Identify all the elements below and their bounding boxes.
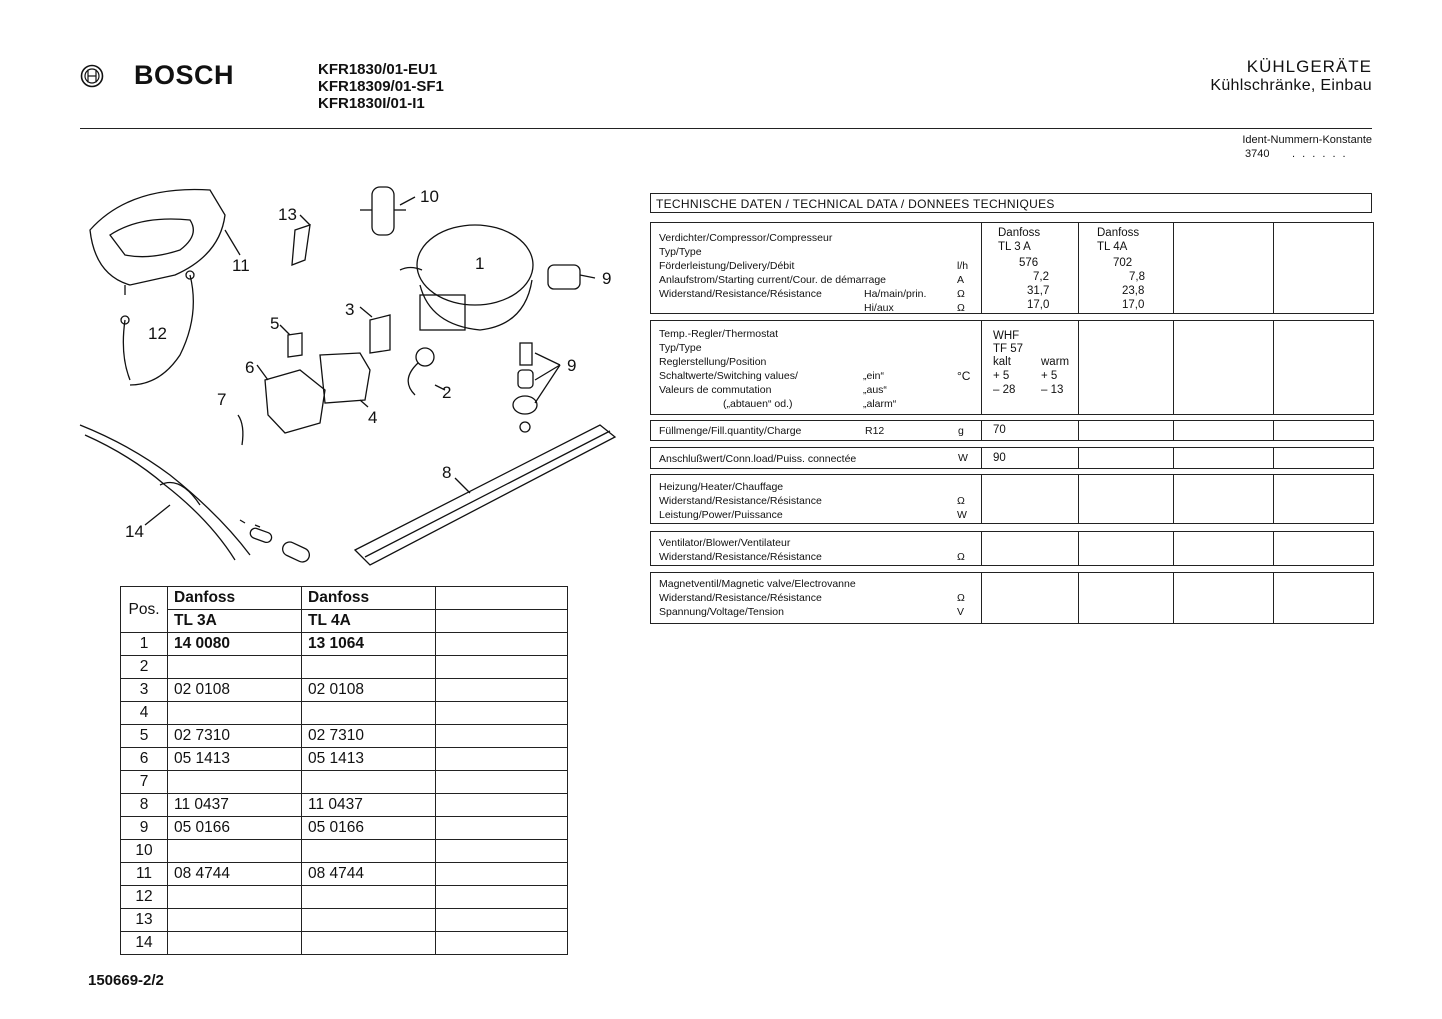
callout-11: 11 (232, 256, 250, 275)
parts-header-row (121, 610, 568, 633)
model-number: KFR1830I/01-I1 (318, 95, 425, 112)
part-number-b (302, 932, 436, 955)
row-empty (436, 702, 568, 725)
row-pos: 3 (121, 679, 168, 702)
callout-3: 3 (345, 300, 355, 319)
model-number: KFR1830/01-EU1 (318, 61, 438, 78)
part-number-b (302, 840, 436, 863)
col-type-b: TL 4A (302, 610, 436, 633)
thermostat-type: TF 57 (993, 343, 1024, 355)
defrost-label: („abtauen“ od.) (723, 398, 793, 410)
row-pos: 9 (121, 817, 168, 840)
row-pos: 6 (121, 748, 168, 771)
starting-current-label: Anlaufstrom/Starting current/Cour. de démarrage (659, 274, 887, 286)
part-number-b: 11 0437 (302, 794, 436, 817)
off-cold: – 28 (993, 384, 1016, 396)
table-row (121, 702, 568, 725)
row-empty (436, 633, 568, 656)
res-aux-b: 17,0 (1122, 299, 1145, 311)
col-brand-a: Danfoss (168, 587, 302, 610)
col-empty (436, 587, 568, 610)
delivery-b: 702 (1113, 257, 1133, 269)
part-number-a: 02 7310 (168, 725, 302, 748)
heater-label: Heizung/Heater/Chauffage (659, 481, 784, 493)
part-number-a: 05 1413 (168, 748, 302, 771)
exploded-parts-diagram (70, 175, 630, 580)
callout-5: 5 (270, 314, 280, 333)
row-empty (436, 679, 568, 702)
unit-ohm: Ω (957, 592, 965, 604)
table-row (121, 932, 568, 955)
row-pos: 10 (121, 840, 168, 863)
position-cold: kalt (993, 356, 1011, 368)
tech-data-title: TECHNISCHE DATEN / TECHNICAL DATA / DONNEES TECHNIQUES (650, 193, 1372, 213)
category-title: KÜHLGERÄTE (1246, 57, 1372, 76)
load-label: Anschlußwert/Conn.load/Puiss. connectée (659, 453, 857, 465)
unit-lh: l/h (957, 260, 969, 272)
part-number-a: 08 4744 (168, 863, 302, 886)
part-number-a (168, 840, 302, 863)
delivery-a: 576 (1019, 257, 1039, 269)
row-pos: 8 (121, 794, 168, 817)
row-pos: 2 (121, 656, 168, 679)
unit-celsius: °C (957, 369, 971, 383)
unit-volts: V (957, 606, 965, 618)
part-number-b: 05 0166 (302, 817, 436, 840)
part-number-a (168, 656, 302, 679)
model-list (318, 61, 444, 112)
unit-ohm: Ω (957, 288, 965, 300)
res-main-b: 23,8 (1122, 285, 1145, 297)
thermostat-type-label: Typ/Type (659, 342, 702, 354)
part-number-a (168, 771, 302, 794)
position-label: Reglerstellung/Position (659, 356, 767, 368)
compressor-label: Verdichter/Compressor/Compresseur (659, 232, 833, 244)
thermostat-block (650, 320, 1374, 415)
compressor-type-a: TL 3 A (998, 241, 1031, 253)
heater-power-label: Leistung/Power/Puissance (659, 509, 783, 521)
delivery-label: Förderleistung/Delivery/Débit (659, 260, 795, 272)
table-row (121, 725, 568, 748)
row-empty (436, 748, 568, 771)
blower-label: Ventilator/Blower/Ventilateur (659, 537, 791, 549)
row-pos: 4 (121, 702, 168, 725)
unit-grams: g (958, 425, 964, 437)
heater-resistance-label: Widerstand/Resistance/Résistance (659, 495, 822, 507)
current-a: 7,2 (1033, 271, 1049, 283)
row-pos: 5 (121, 725, 168, 748)
valve-voltage-label: Spannung/Voltage/Tension (659, 606, 784, 618)
unit-ohm: Ω (957, 302, 965, 314)
load-block (650, 447, 1374, 469)
table-row (121, 748, 568, 771)
model-number: KFR18309/01-SF1 (318, 78, 444, 95)
callout-1: 1 (475, 254, 485, 273)
callout-12: 12 (148, 324, 167, 343)
part-number-b: 05 1413 (302, 748, 436, 771)
row-empty (436, 725, 568, 748)
callout-9: 9 (602, 269, 612, 288)
table-row (121, 656, 568, 679)
part-number-a: 02 0108 (168, 679, 302, 702)
part-number-a: 05 0166 (168, 817, 302, 840)
callout-8: 8 (442, 463, 452, 482)
part-number-a (168, 909, 302, 932)
callout-7: 7 (217, 390, 227, 409)
table-row (121, 840, 568, 863)
category-subtitle: Kühlschränke, Einbau (1210, 77, 1372, 94)
part-number-b (302, 656, 436, 679)
position-warm: warm (1041, 356, 1070, 368)
charge-value: 70 (993, 424, 1006, 436)
pos-header: Pos. (121, 587, 168, 633)
part-number-b: 02 0108 (302, 679, 436, 702)
row-pos: 7 (121, 771, 168, 794)
callout-9-lower: 9 (567, 356, 577, 375)
blower-block (650, 531, 1374, 566)
part-number-a: 14 0080 (168, 633, 302, 656)
unit-watts: W (958, 452, 968, 464)
part-number-b (302, 702, 436, 725)
table-row (121, 679, 568, 702)
col-brand-b: Danfoss (302, 587, 436, 610)
row-empty (436, 794, 568, 817)
part-number-a (168, 886, 302, 909)
charge-label: Füllmenge/Fill.quantity/Charge (659, 425, 802, 437)
col-empty (436, 610, 568, 633)
table-row (121, 794, 568, 817)
part-number-b (302, 909, 436, 932)
valve-resistance-label: Widerstand/Resistance/Résistance (659, 592, 822, 604)
row-empty (436, 656, 568, 679)
blower-resistance-label: Widerstand/Resistance/Résistance (659, 551, 822, 563)
row-empty (436, 932, 568, 955)
thermostat-brand: WHF (993, 330, 1020, 342)
unit-ohm: Ω (957, 495, 965, 507)
ident-dots: . . . . . . (1292, 148, 1348, 160)
bosch-logo-icon (80, 64, 104, 88)
on-cold: + 5 (993, 370, 1010, 382)
col-type-a: TL 3A (168, 610, 302, 633)
row-empty (436, 840, 568, 863)
load-value: 90 (993, 452, 1006, 464)
unit-a: A (957, 274, 965, 286)
off-warm: – 13 (1041, 384, 1064, 396)
compressor-type-b: TL 4A (1097, 241, 1128, 253)
alarm-label: „alarm“ (863, 398, 897, 410)
callout-2: 2 (442, 383, 452, 402)
part-number-a (168, 932, 302, 955)
valve-label: Magnetventil/Magnetic valve/Electrovanne (659, 578, 856, 590)
table-row (121, 817, 568, 840)
valve-block (650, 572, 1374, 624)
parts-header-row (121, 587, 568, 610)
row-empty (436, 863, 568, 886)
part-number-b: 08 4744 (302, 863, 436, 886)
brand-name: BOSCH (134, 60, 235, 90)
part-number-b: 13 1064 (302, 633, 436, 656)
callout-6: 6 (245, 358, 255, 377)
resistance-main-label: Ha/main/prin. (864, 288, 927, 300)
res-aux-a: 17,0 (1027, 299, 1050, 311)
row-pos: 13 (121, 909, 168, 932)
compressor-brand-b: Danfoss (1097, 227, 1140, 239)
row-pos: 1 (121, 633, 168, 656)
row-pos: 12 (121, 886, 168, 909)
compressor-brand-a: Danfoss (998, 227, 1041, 239)
table-row (121, 863, 568, 886)
res-main-a: 31,7 (1027, 285, 1050, 297)
row-empty (436, 886, 568, 909)
row-empty (436, 909, 568, 932)
part-number-a: 11 0437 (168, 794, 302, 817)
header-divider (80, 128, 1372, 129)
table-row (121, 886, 568, 909)
on-label: „ein“ (863, 370, 885, 382)
type-label: Typ/Type (659, 246, 702, 258)
resistance-label: Widerstand/Resistance/Résistance (659, 288, 822, 300)
thermostat-label: Temp.-Regler/Thermostat (659, 328, 779, 340)
resistance-aux-label: Hi/aux (864, 302, 894, 314)
current-b: 7,8 (1129, 271, 1145, 283)
off-label: „aus“ (863, 384, 887, 396)
on-warm: + 5 (1041, 370, 1058, 382)
callout-13: 13 (278, 205, 297, 224)
switching-values-label: Schaltwerte/Switching values/ (659, 370, 798, 382)
ident-value: 3740 (1245, 148, 1270, 160)
callout-14: 14 (125, 522, 144, 541)
part-number-b (302, 886, 436, 909)
part-number-a (168, 702, 302, 725)
row-pos: 11 (121, 863, 168, 886)
part-number-b: 02 7310 (302, 725, 436, 748)
callout-4: 4 (368, 408, 378, 427)
unit-ohm: Ω (957, 551, 965, 563)
compressor-block (650, 222, 1374, 314)
heater-block (650, 474, 1374, 524)
document-code: 150669-2/2 (88, 972, 164, 989)
charge-block (650, 420, 1374, 441)
ident-label: Ident-Nummern-Konstante (1242, 134, 1372, 146)
part-number-b (302, 771, 436, 794)
parts-table (120, 586, 568, 955)
table-row (121, 771, 568, 794)
unit-watts: W (957, 509, 967, 521)
refrigerant-label: R12 (865, 425, 885, 437)
table-row (121, 633, 568, 656)
callout-10: 10 (420, 187, 439, 206)
commutation-label: Valeurs de commutation (659, 384, 772, 396)
table-row (121, 909, 568, 932)
row-empty (436, 817, 568, 840)
row-empty (436, 771, 568, 794)
row-pos: 14 (121, 932, 168, 955)
